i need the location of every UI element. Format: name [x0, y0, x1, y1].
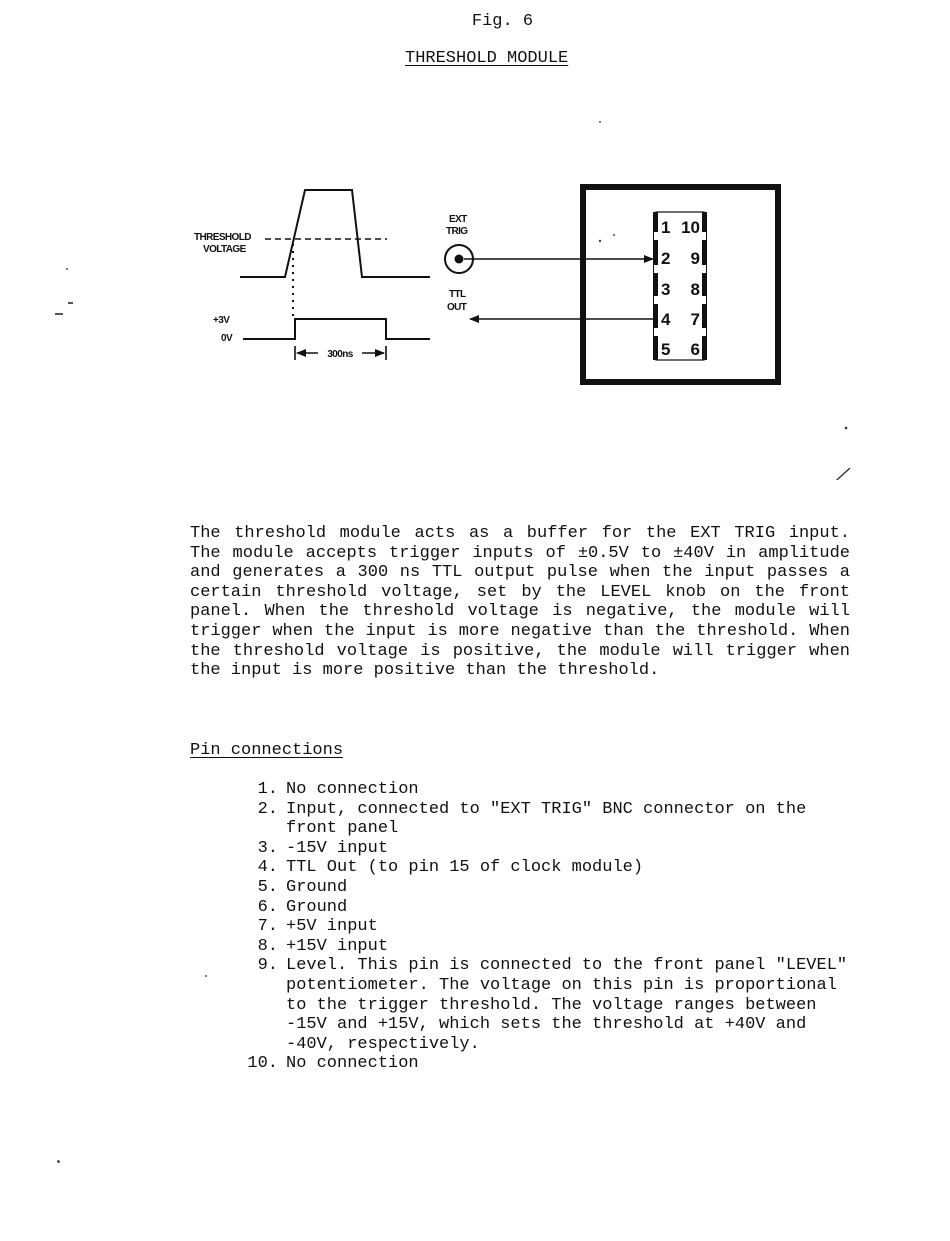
pin-list-number: 1.: [257, 780, 278, 799]
bnc-center-pin-icon: [455, 255, 464, 264]
pin-list-text: TTL Out (to pin 15 of clock module): [286, 858, 644, 878]
pin-connections-heading: Pin connections: [190, 741, 344, 760]
figure-label: Fig. 6: [471, 12, 534, 31]
threshold-label-line2: VOLTAGE: [203, 244, 246, 255]
pin-number: 10: [681, 218, 700, 237]
module-outline: [583, 187, 778, 382]
pin-connections-list: [228, 780, 850, 1074]
pin-list-number: 10.: [247, 1054, 278, 1074]
ext-trig-label-line1: EXT: [449, 214, 467, 225]
list-item: [228, 839, 850, 859]
pin-list-number: 4.: [257, 858, 278, 878]
scan-speck: [55, 313, 63, 315]
scan-speck: [599, 121, 601, 123]
threshold-module-diagram: [0, 0, 950, 480]
list-item: [228, 1054, 850, 1074]
pin-list-text: -15V input: [286, 838, 389, 858]
scan-speck: [66, 268, 68, 270]
list-item: [228, 917, 850, 937]
pin-list-text: +15V input: [286, 936, 389, 956]
pin-number: 3: [661, 280, 671, 299]
pin-number: 4: [661, 310, 671, 329]
pin-number: 7: [690, 310, 700, 329]
pin-list-number: 2.: [257, 799, 278, 819]
page-title: THRESHOLD MODULE: [405, 49, 569, 68]
pin-list-text: No connection: [286, 1054, 419, 1074]
pin-number: 9: [690, 249, 700, 268]
pin-list-number: 3.: [257, 838, 278, 858]
zero-v-label: 0V: [221, 333, 233, 344]
pin-list-number: 6.: [257, 897, 278, 917]
list-item: [228, 780, 850, 800]
plus-3v-label: +3V: [213, 315, 230, 326]
pin-number: 6: [690, 340, 700, 359]
pin-number: 1: [661, 218, 671, 237]
pin-number: 8: [690, 280, 700, 299]
pin-number: 2: [661, 249, 671, 268]
pin-list-text: Level. This pin is connected to the front panel "LEVEL" potentiometer. The voltage on this pin is proportional to the trigger threshold. The voltage ranges between -15V and +15V, which sets the threshold at +40V and -40V, respectively.: [286, 956, 848, 1054]
list-item: [228, 858, 850, 878]
list-item: [228, 898, 850, 918]
description-paragraph: The threshold module acts as a buffer for the EXT TRIG input. The module accepts trigger inputs of ±0.5V to ±40V in amplitude and generates a 300 ns TTL output pulse when the input passes a certain threshold voltage, set by the LEVEL knob on the front panel. When the threshold voltage is negative, the module will trigger when the input is more negative than the threshold. When the threshold voltage is positive, the module will trigger when the input is more positive than the threshold.: [190, 524, 850, 681]
pin-list-text: +5V input: [286, 917, 378, 937]
list-item: [228, 800, 850, 839]
pin-list-number: 5.: [257, 877, 278, 897]
duration-label: 300ns: [327, 349, 353, 360]
pin-list-number: 9.: [257, 956, 278, 976]
ext-trig-label-line2: TRIG: [446, 226, 468, 237]
ttl-out-label-line1: TTL: [449, 289, 466, 300]
list-item: [228, 956, 850, 1054]
list-item: [228, 937, 850, 957]
pin-list-text: No connection: [286, 780, 419, 799]
pin-list-text: Ground: [286, 897, 348, 917]
scan-speck: [205, 975, 207, 977]
pin-number: 5: [661, 340, 671, 359]
pin-list-number: 8.: [257, 936, 278, 956]
output-pulse-waveform: [243, 319, 430, 339]
input-waveform: [240, 190, 430, 277]
scan-speck: [68, 302, 73, 304]
list-item: [228, 878, 850, 898]
handwritten-mark: [735, 468, 850, 480]
pin-list-text: Input, connected to "EXT TRIG" BNC connector on the front panel: [286, 799, 807, 839]
threshold-label-line1: THRESHOLD: [194, 232, 251, 243]
pin-list-text: Ground: [286, 877, 348, 897]
pin-list-number: 7.: [257, 917, 278, 937]
ttl-out-label-line2: OUT: [447, 302, 467, 313]
scan-speck: [57, 1160, 60, 1163]
